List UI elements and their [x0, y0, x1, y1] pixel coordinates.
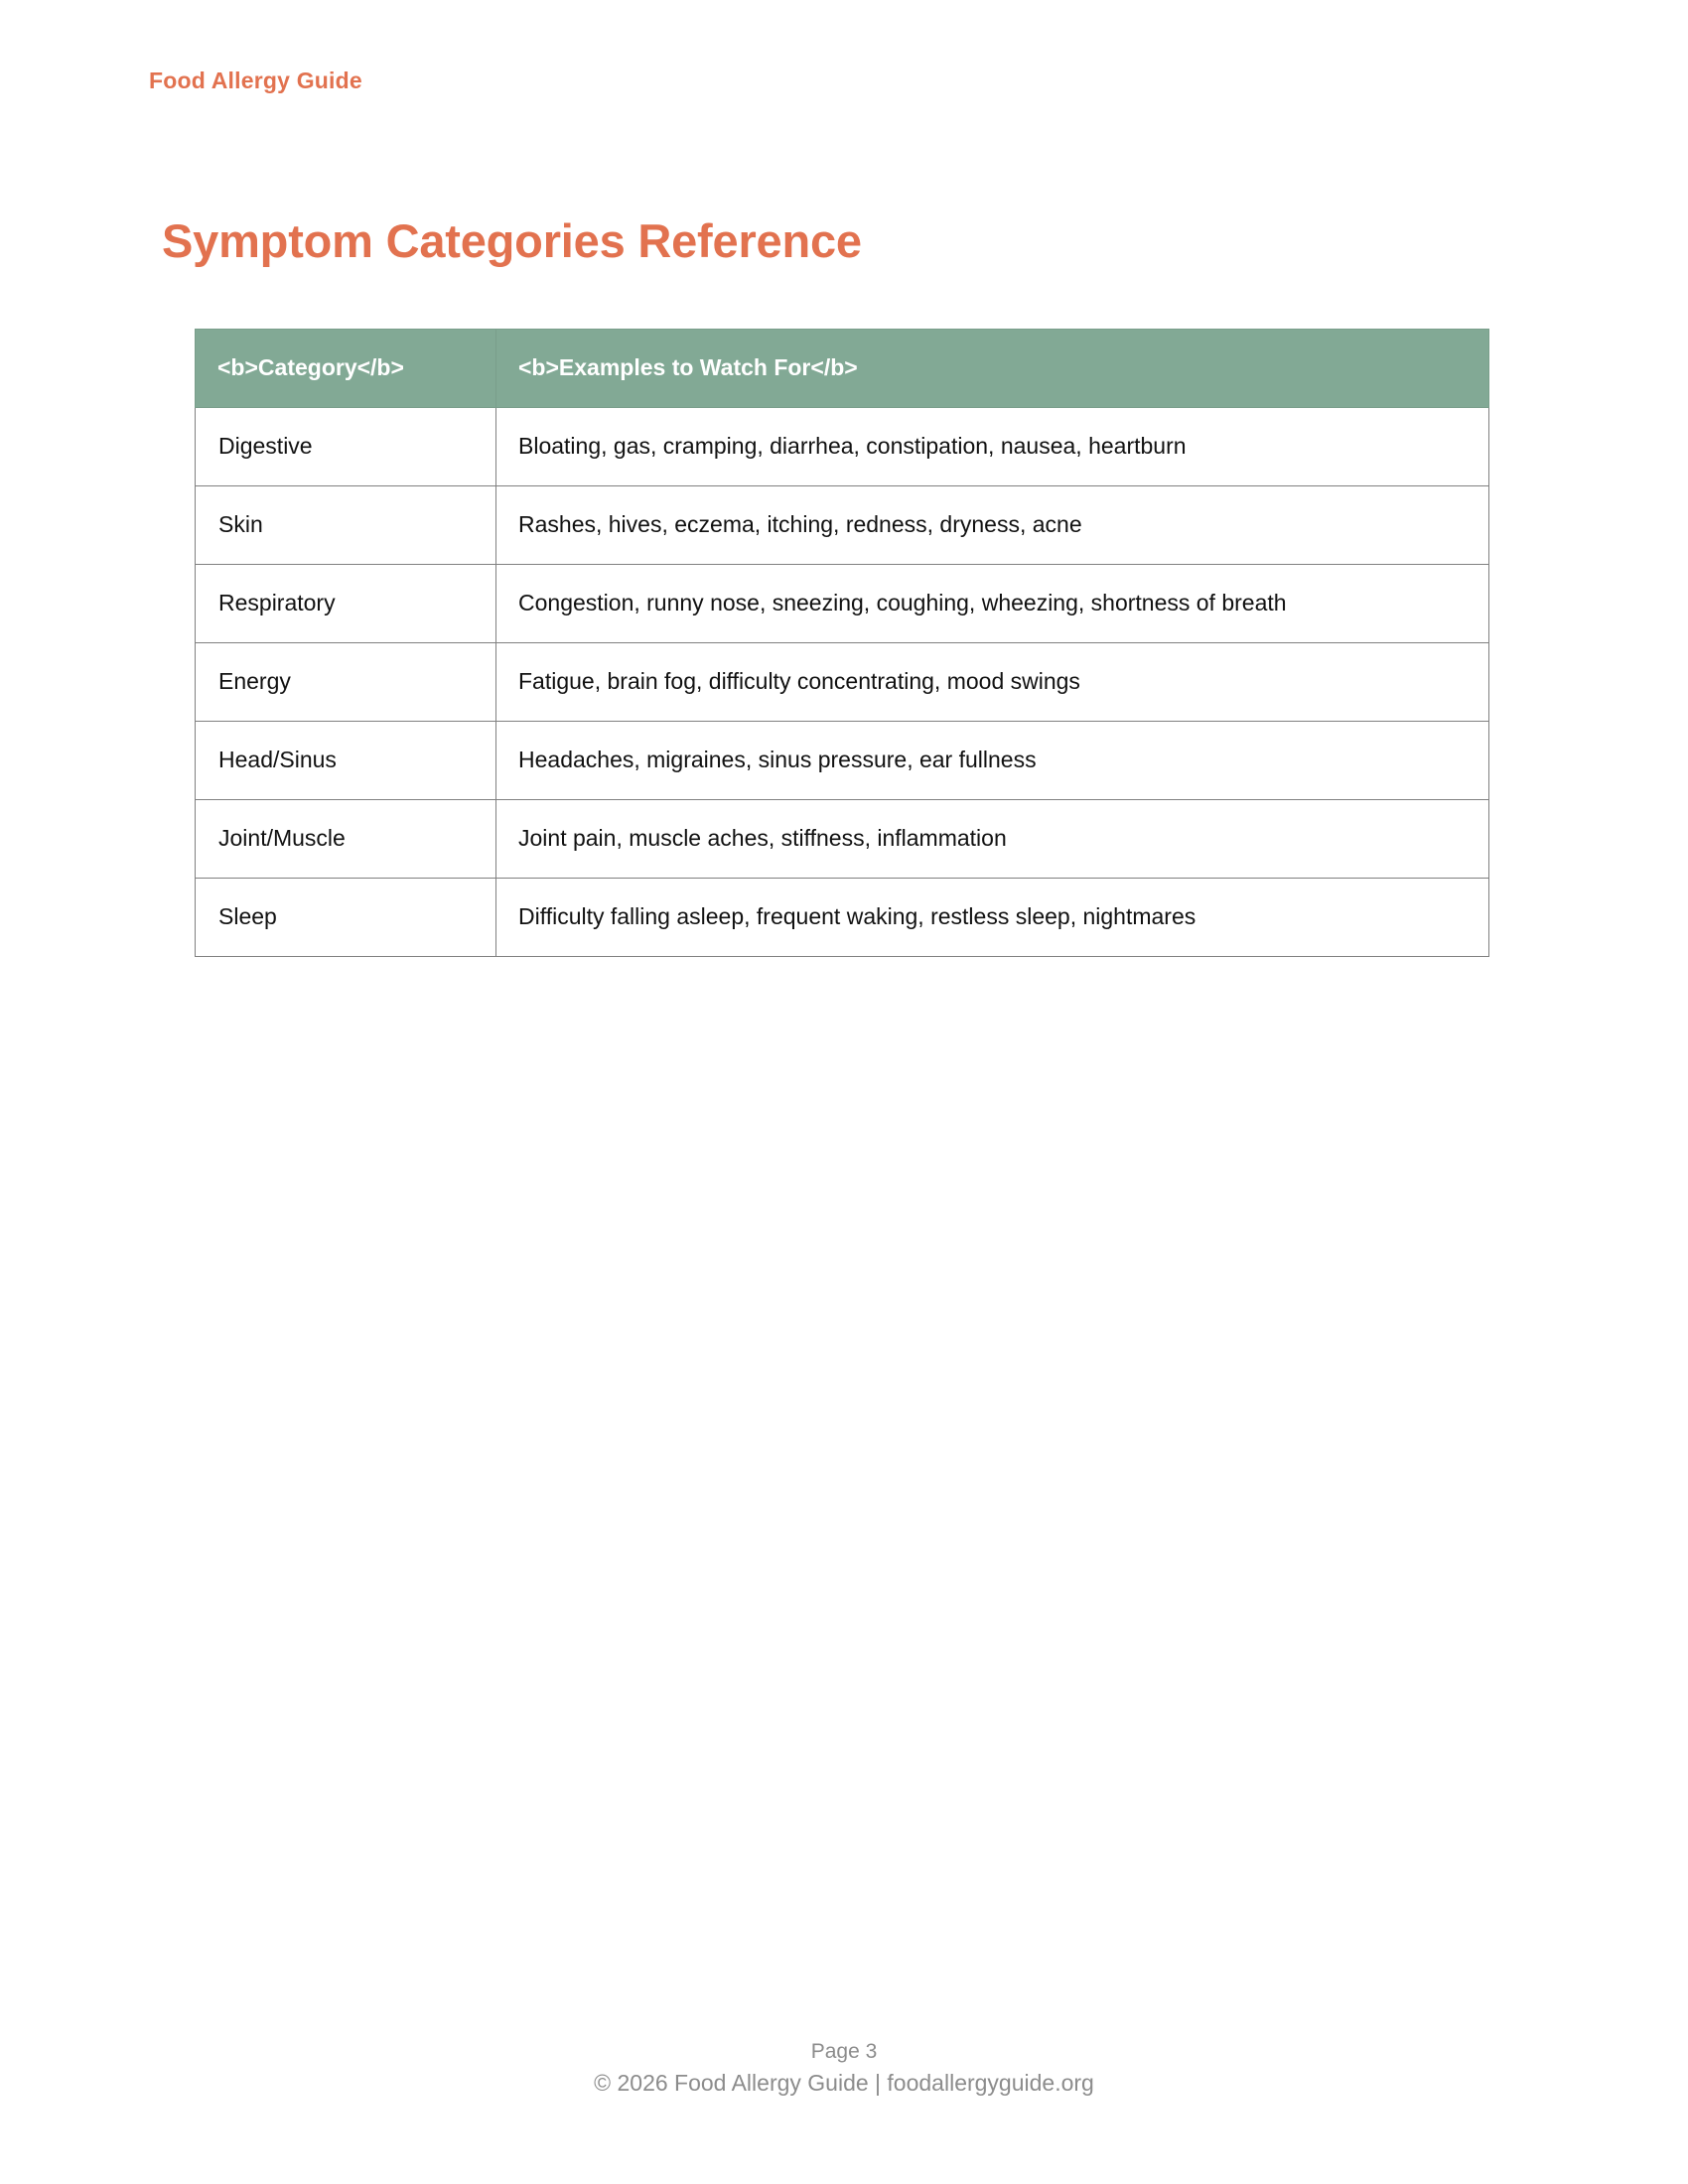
column-header-category: <b>Category</b> — [196, 330, 496, 408]
cell-examples: Headaches, migraines, sinus pressure, ear fullness — [496, 722, 1489, 800]
cell-category: Joint/Muscle — [196, 800, 496, 879]
table-header-row — [196, 330, 1489, 408]
cell-category: Energy — [196, 643, 496, 722]
table-row — [196, 879, 1489, 957]
page-footer — [0, 2037, 1688, 2101]
footer-copyright: © 2026 Food Allergy Guide | foodallergyguide.org — [594, 2070, 1094, 2097]
page-title: Symptom Categories Reference — [162, 214, 862, 267]
cell-examples: Congestion, runny nose, sneezing, coughing, wheezing, shortness of breath — [496, 565, 1489, 643]
cell-examples: Bloating, gas, cramping, diarrhea, constipation, nausea, heartburn — [496, 408, 1489, 486]
cell-examples: Rashes, hives, eczema, itching, redness, dryness, acne — [496, 486, 1489, 565]
table-body — [196, 408, 1489, 957]
cell-category: Skin — [196, 486, 496, 565]
column-header-examples: <b>Examples to Watch For</b> — [496, 330, 1489, 408]
symptom-categories-table — [195, 329, 1489, 957]
table-row — [196, 565, 1489, 643]
footer-page-number: Page 3 — [810, 2040, 878, 2063]
table-row — [196, 800, 1489, 879]
table-row — [196, 722, 1489, 800]
table-row — [196, 486, 1489, 565]
cell-examples: Joint pain, muscle aches, stiffness, inflammation — [496, 800, 1489, 879]
symptom-categories-table-container — [195, 329, 1488, 957]
table-row — [196, 643, 1489, 722]
cell-category: Sleep — [196, 879, 496, 957]
cell-category: Head/Sinus — [196, 722, 496, 800]
table-row — [196, 408, 1489, 486]
cell-examples: Fatigue, brain fog, difficulty concentrating, mood swings — [496, 643, 1489, 722]
cell-category: Digestive — [196, 408, 496, 486]
cell-category: Respiratory — [196, 565, 496, 643]
cell-examples: Difficulty falling asleep, frequent waking, restless sleep, nightmares — [496, 879, 1489, 957]
running-header: Food Allergy Guide — [149, 68, 362, 93]
table-header — [196, 330, 1489, 408]
